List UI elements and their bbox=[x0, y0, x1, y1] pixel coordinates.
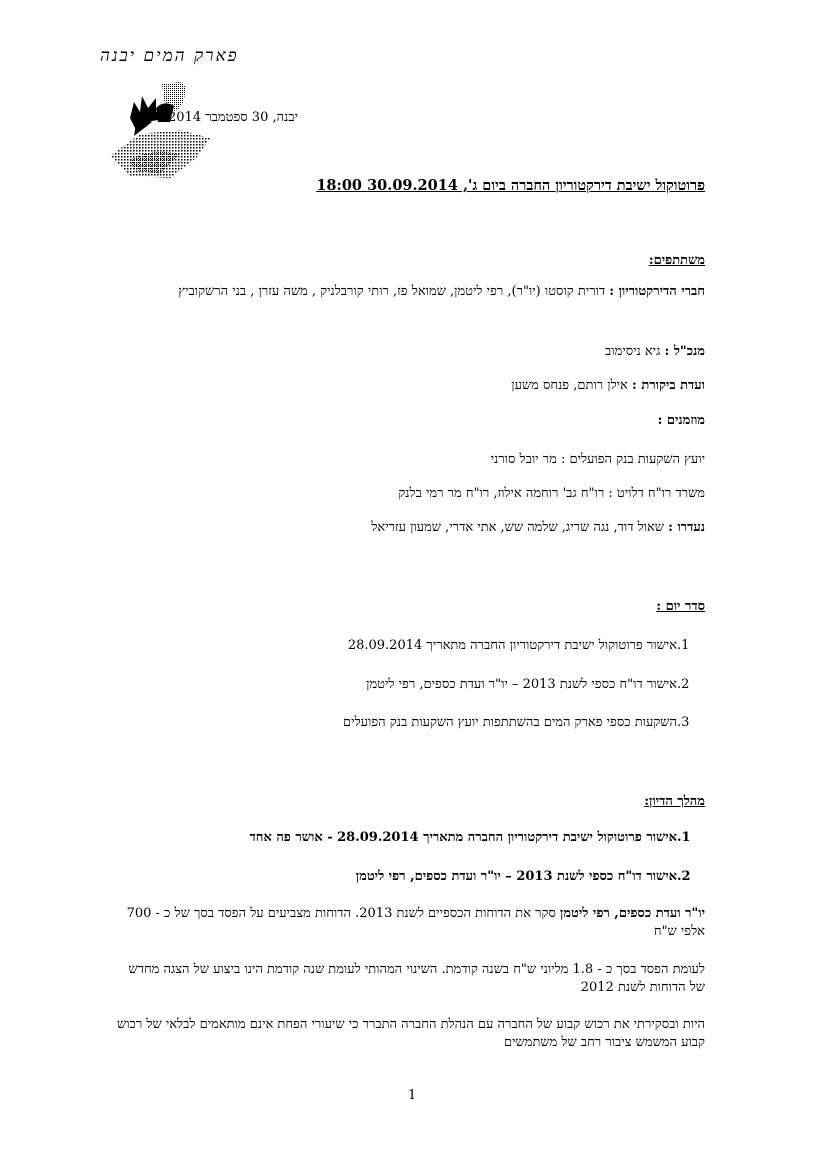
invited-item: משרד רו"ח דלויט : רו"ח גב' רוחמה אילוז, רו"ח מר רמי בלנק bbox=[398, 486, 705, 501]
document-title: פרוטוקול ישיבת דירקטוריון החברה ביום ג', 30.09.2014 18:00 bbox=[316, 177, 705, 194]
discussion-item bbox=[250, 829, 705, 845]
discussion-paragraph bbox=[115, 905, 705, 941]
paragraph-text: סקר את הדוחות הכספיים לשנת 2013. הדוחות מצביעים על הפסד בסך של כ - 700 אלפי ש"ח bbox=[126, 906, 705, 939]
palm-tree-pool-logo-icon bbox=[100, 78, 240, 190]
invited-heading: מוזמנים : bbox=[657, 413, 705, 428]
page-number: 1 bbox=[408, 1088, 417, 1103]
agenda-heading: סדר יום : bbox=[656, 599, 705, 614]
directors-value: דורית קוסטו (יו"ר), רפי ליטמן, שמואל פז, רותי קורבלניק , משה עזרן , בני הרשקוביץ bbox=[178, 284, 610, 299]
absent-value: שאול דוד, נגה שריג, שלמה שש, אתי אדרי, שמעון עזריאל bbox=[371, 520, 669, 535]
agenda-item-text: אישור פרוטוקול ישיבת דירקטוריון החברה מתאריך 28.09.2014 bbox=[347, 638, 677, 653]
discussion-item-number: 2. bbox=[677, 869, 691, 884]
agenda-item-number: 2. bbox=[677, 677, 690, 692]
document-date: יבנה, 30 ספטמבר 2014 bbox=[168, 110, 298, 125]
agenda-item-number: 1. bbox=[677, 638, 690, 653]
discussion-paragraph: היות ובסקירתי את רכוש קבוע של החברה עם הנהלת החברה התברר כי שיעורי הפחת אינם מותאמים לבלאי של רכוש קבוע המשמש ציבור רחב של משתמשים bbox=[117, 1017, 705, 1050]
brand-name: פארק המים יבנה bbox=[100, 46, 239, 66]
absent-line bbox=[371, 519, 705, 535]
discussion-item-number: 1. bbox=[677, 830, 691, 845]
participants-heading: משתתפים: bbox=[648, 253, 705, 268]
discussion-item-text: אישור דו"ח כספי לשנת 2013 – יו"ר ועדת כספים, רפי ליטמן bbox=[355, 869, 677, 884]
invited-item: יועץ השקעות בנק הפועלים : מר יובל סורני bbox=[490, 452, 705, 467]
ceo-label: מנכ"ל : bbox=[664, 344, 705, 359]
agenda-item bbox=[343, 714, 705, 730]
directors-line bbox=[115, 283, 705, 301]
discussion-item bbox=[356, 868, 705, 884]
discussion-heading: מהלך הדיון: bbox=[644, 794, 705, 809]
agenda-item bbox=[348, 637, 705, 653]
audit-value: אילן רותם, פנחס משען bbox=[511, 378, 632, 393]
agenda-item-text: השקעות כספי פארק המים בהשתתפות יועץ השקעות בנק הפועלים bbox=[343, 715, 677, 730]
absent-label: נעדרו : bbox=[668, 520, 705, 535]
ceo-value: גיא ניסימוב bbox=[605, 344, 665, 359]
audit-committee-line bbox=[511, 377, 705, 393]
speaker-name: יו"ר ועדת כספים, רפי ליטמן bbox=[560, 906, 705, 921]
agenda-item-number: 3. bbox=[677, 715, 690, 730]
audit-label: ועדת ביקורת : bbox=[632, 378, 705, 393]
ceo-line bbox=[605, 343, 705, 359]
discussion-paragraph: לעומת הפסד בסך כ - 1.8 מליוני ש"ח בשנה קודמת. השינוי המהותי לעומת שנה קודמת הינו ביצוע של הצגה מחדש של הדוחות לשנת 2012 bbox=[128, 962, 705, 995]
agenda-item bbox=[366, 676, 705, 692]
agenda-item-text: אישור דו"ח כספי לשנת 2013 – יו"ר ועדת כספים, רפי ליטמן bbox=[366, 677, 677, 692]
directors-label: חברי הדירקטוריון : bbox=[609, 284, 705, 299]
discussion-item-text: אישור פרוטוקול ישיבת דירקטוריון החברה מתאריך 28.09.2014 - אושר פה אחד bbox=[249, 830, 677, 845]
